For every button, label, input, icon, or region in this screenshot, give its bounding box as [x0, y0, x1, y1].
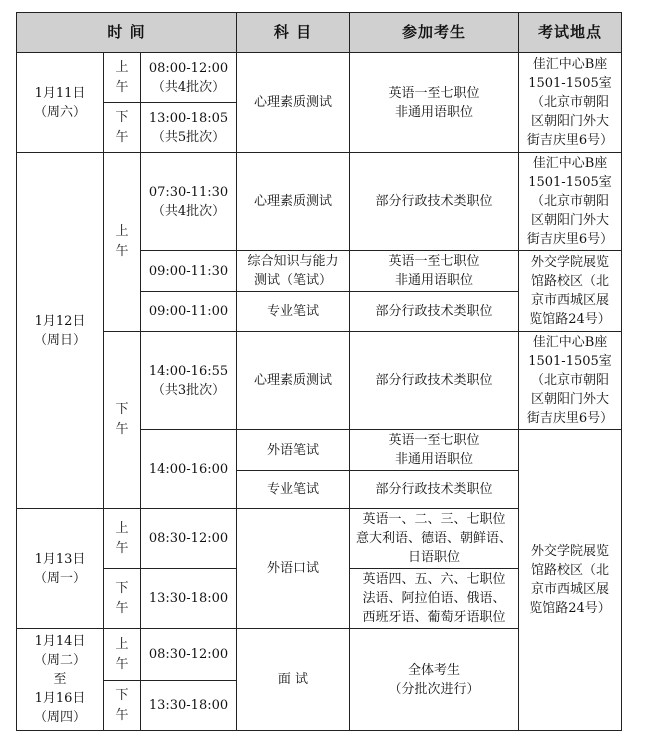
participants-cell: 英语一至七职位 非通用语职位	[350, 251, 519, 292]
time-cell: 09:00-11:00	[141, 292, 237, 332]
participants-cell: 部分行政技术类职位	[350, 153, 519, 251]
afternoon-cell: 下 午	[104, 103, 141, 153]
time-cell: 13:30-18:00	[141, 569, 237, 629]
time-cell: 08:30-12:00	[141, 509, 237, 569]
subject-cell: 外语口试	[237, 509, 350, 629]
subject-cell: 外语笔试	[237, 430, 350, 471]
participants-cell: 全体考生 （分批次进行）	[350, 629, 519, 731]
location-cell: 佳汇中心B座 1501-1505室 （北京市朝阳 区朝阳门外大 街吉庆里6号）	[519, 332, 622, 430]
participants-cell: 部分行政技术类职位	[350, 292, 519, 332]
subject-cell: 专业笔试	[237, 292, 350, 332]
time-cell: 13:30-18:00	[141, 681, 237, 731]
location-cell: 佳汇中心B座 1501-1505室 （北京市朝阳 区朝阳门外大 街吉庆里6号）	[519, 153, 622, 251]
time-cell: 14:00-16:00	[141, 430, 237, 509]
morning-cell: 上 午	[104, 509, 141, 569]
date-cell-jan13: 1月13日 （周一）	[17, 509, 104, 629]
time-cell: 07:30-11:30 （共4批次）	[141, 153, 237, 251]
exam-schedule-table	[16, 12, 622, 731]
subject-cell: 心理素质测试	[237, 53, 350, 153]
participants-cell: 英语一至七职位 非通用语职位	[350, 430, 519, 471]
afternoon-cell: 下 午	[104, 332, 141, 509]
participants-cell: 英语四、五、六、七职位 法语、阿拉伯语、俄语、 西班牙语、葡萄牙语职位	[350, 569, 519, 629]
location-cell: 外交学院展览 馆路校区（北 京市西城区展 览馆路24号）	[519, 430, 622, 731]
table-row	[17, 53, 622, 103]
date-cell-jan12: 1月12日 （周日）	[17, 153, 104, 509]
participants-cell: 部分行政技术类职位	[350, 332, 519, 430]
header-subject: 科 目	[237, 13, 350, 53]
header-location: 考试地点	[519, 13, 622, 53]
header-time: 时 间	[17, 13, 237, 53]
time-cell: 09:00-11:30	[141, 251, 237, 292]
morning-cell: 上 午	[104, 629, 141, 681]
subject-cell: 心理素质测试	[237, 153, 350, 251]
table-row	[17, 153, 622, 251]
afternoon-cell: 下 午	[104, 569, 141, 629]
afternoon-cell: 下 午	[104, 681, 141, 731]
date-cell-jan11: 1月11日 （周六）	[17, 53, 104, 153]
time-cell: 13:00-18:05 （共5批次）	[141, 103, 237, 153]
header-participants: 参加考生	[350, 13, 519, 53]
participants-cell: 英语一至七职位 非通用语职位	[350, 53, 519, 153]
subject-cell: 专业笔试	[237, 471, 350, 509]
participants-cell: 部分行政技术类职位	[350, 471, 519, 509]
location-cell: 外交学院展览 馆路校区（北 京市西城区展 览馆路24号）	[519, 251, 622, 332]
morning-cell: 上 午	[104, 53, 141, 103]
subject-cell: 综合知识与能力 测试（笔试）	[237, 251, 350, 292]
participants-cell: 英语一、二、三、七职位 意大利语、德语、朝鲜语、 日语职位	[350, 509, 519, 569]
subject-cell: 面 试	[237, 629, 350, 731]
date-cell-jan14-16: 1月14日 （周二） 至 1月16日 （周四）	[17, 629, 104, 731]
subject-cell: 心理素质测试	[237, 332, 350, 430]
time-cell: 14:00-16:55 （共3批次）	[141, 332, 237, 430]
header-row	[17, 13, 622, 53]
morning-cell: 上 午	[104, 153, 141, 332]
time-cell: 08:30-12:00	[141, 629, 237, 681]
table-row	[17, 332, 622, 430]
time-cell: 08:00-12:00 （共4批次）	[141, 53, 237, 103]
location-cell: 佳汇中心B座 1501-1505室 （北京市朝阳 区朝阳门外大 街吉庆里6号）	[519, 53, 622, 153]
